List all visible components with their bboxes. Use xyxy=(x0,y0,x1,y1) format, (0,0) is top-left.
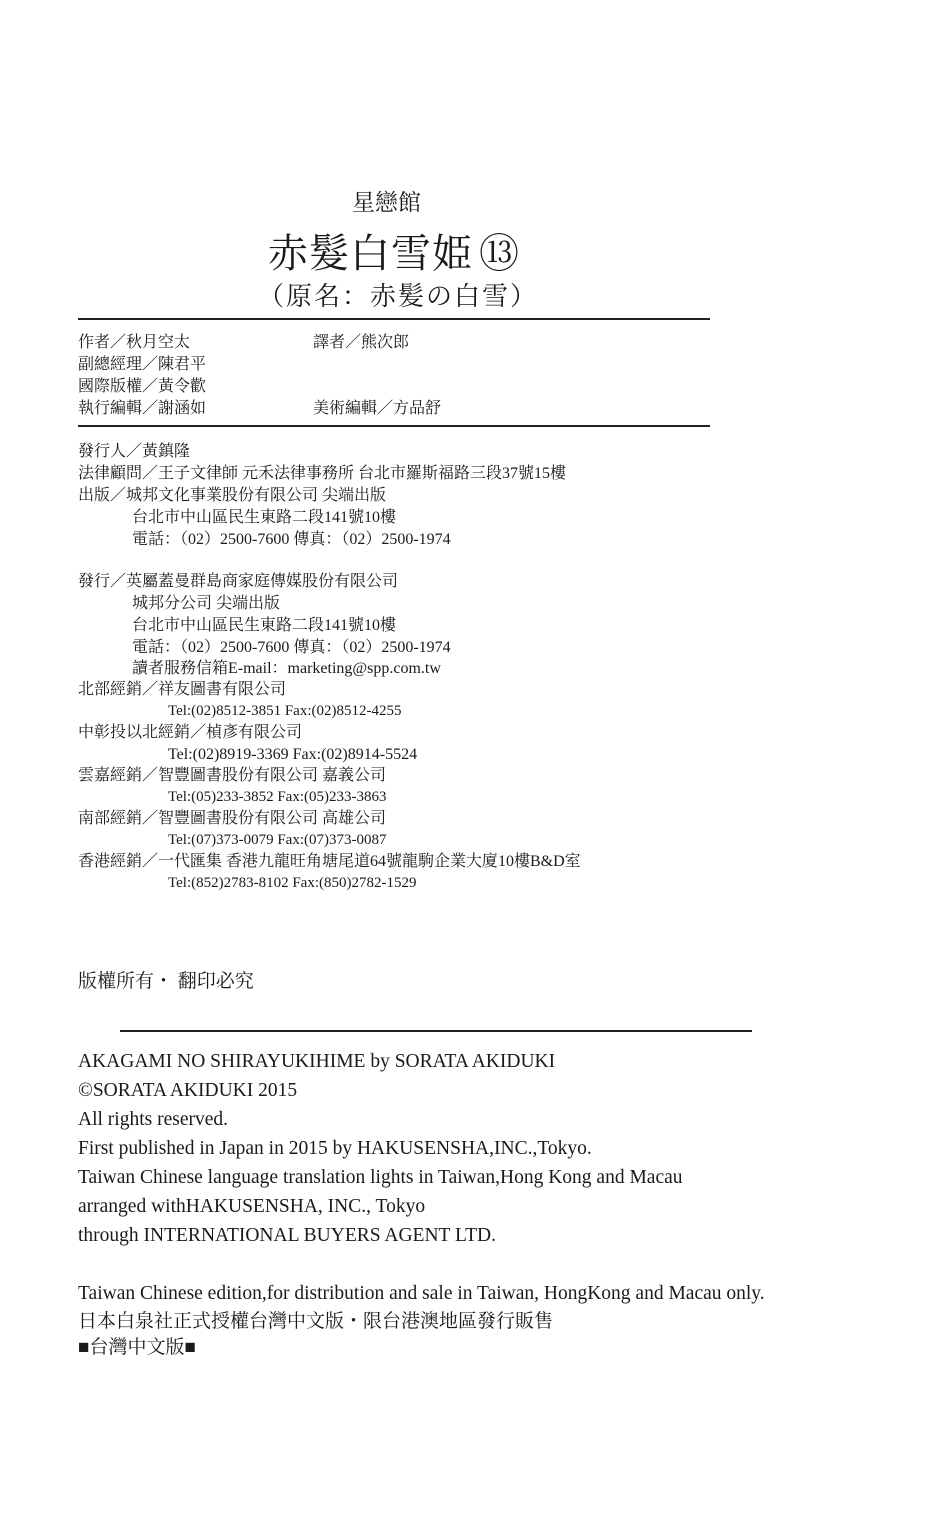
title-text: 赤髮白雪姫 xyxy=(268,231,473,277)
english-line: AKAGAMI NO SHIRAYUKIHIME by SORATA AKIDUKI xyxy=(78,1051,556,1072)
credit-art-editor: 美術編輯／方品舒 xyxy=(313,400,442,417)
distribution-line: 電話：（02）2500-7600 傳真：（02）2500-1974 xyxy=(132,639,451,656)
english-line: arranged withHAKUSENSHA, INC., Tokyo xyxy=(78,1196,426,1217)
distribution-line: 中彰投以北經銷／楨彥有限公司 xyxy=(78,724,303,741)
english-line: All rights reserved. xyxy=(78,1109,229,1130)
authorization-note: 日本白泉社正式授權台灣中文版・限台港澳地區發行販售 xyxy=(78,1311,554,1332)
distribution-note: Taiwan Chinese edition,for distribution and sale in Taiwan, HongKong and Macau only. xyxy=(78,1283,765,1304)
distribution-line: Tel:(02)8512-3851 Fax:(02)8512-4255 xyxy=(168,703,402,719)
distribution-line: 城邦分公司 尖端出版 xyxy=(132,595,281,612)
volume-number: ⑬ xyxy=(479,231,520,277)
edition-mark: ■台灣中文版■ xyxy=(78,1337,196,1358)
credit-rights: 國際版權／黃令歡 xyxy=(78,378,207,395)
divider-1 xyxy=(78,318,710,320)
credit-deputy-gm: 副總經理／陳君平 xyxy=(78,356,207,373)
credit-editor: 執行編輯／謝涵如 xyxy=(78,400,207,417)
distribution-line: Tel:(05)233-3852 Fax:(05)233-3863 xyxy=(168,789,387,805)
credit-author: 作者／秋月空太 xyxy=(78,334,191,351)
publishing-line: 台北市中山區民生東路二段141號10樓 xyxy=(132,509,397,526)
book-title xyxy=(268,222,520,279)
original-title: （原名：赤髪の白雪） xyxy=(258,282,539,312)
distribution-line: 台北市中山區民生東路二段141號10樓 xyxy=(132,617,397,634)
distribution-line: Tel:(07)373-0079 Fax:(07)373-0087 xyxy=(168,832,387,848)
english-line: ©SORATA AKIDUKI 2015 xyxy=(78,1080,298,1101)
distribution-line: 發行／英屬蓋曼群島商家庭傳媒股份有限公司 xyxy=(78,573,399,590)
distribution-line: Tel:(852)2783-8102 Fax:(850)2782-1529 xyxy=(168,875,417,891)
english-line: First published in Japan in 2015 by HAKUSENSHA,INC.,Tokyo. xyxy=(78,1138,592,1159)
divider-3 xyxy=(120,1030,752,1032)
distribution-line: 讀者服務信箱E-mail：marketing@spp.com.tw xyxy=(132,660,441,677)
copyright-notice: 版權所有・ 翻印必究 xyxy=(78,971,254,992)
publishing-line: 發行人／黃鎮隆 xyxy=(78,443,191,460)
distribution-line: Tel:(02)8919-3369 Fax:(02)8914-5524 xyxy=(168,746,418,763)
credit-translator: 譯者／熊次郎 xyxy=(313,334,410,351)
english-line: through INTERNATIONAL BUYERS AGENT LTD. xyxy=(78,1225,496,1246)
distribution-line: 北部經銷／祥友圖書有限公司 xyxy=(78,681,287,698)
distribution-line: 雲嘉經銷／智豐圖書股份有限公司 嘉義公司 xyxy=(78,767,387,784)
distribution-line: 香港經銷／一代匯集 香港九龍旺角塘尾道64號龍駒企業大廈10樓B&D室 xyxy=(78,853,581,870)
divider-2 xyxy=(78,425,710,427)
publishing-line: 電話：（02）2500-7600 傳真：（02）2500-1974 xyxy=(132,531,451,548)
publisher-imprint: 星戀館 xyxy=(352,190,421,216)
publishing-line: 法律顧問／王子文律師 元禾法律事務所 台北市羅斯福路三段37號15樓 xyxy=(78,465,567,482)
english-line: Taiwan Chinese language translation lights in Taiwan,Hong Kong and Macau xyxy=(78,1167,683,1188)
distribution-line: 南部經銷／智豐圖書股份有限公司 高雄公司 xyxy=(78,810,387,827)
publishing-line: 出版／城邦文化事業股份有限公司 尖端出版 xyxy=(78,487,387,504)
